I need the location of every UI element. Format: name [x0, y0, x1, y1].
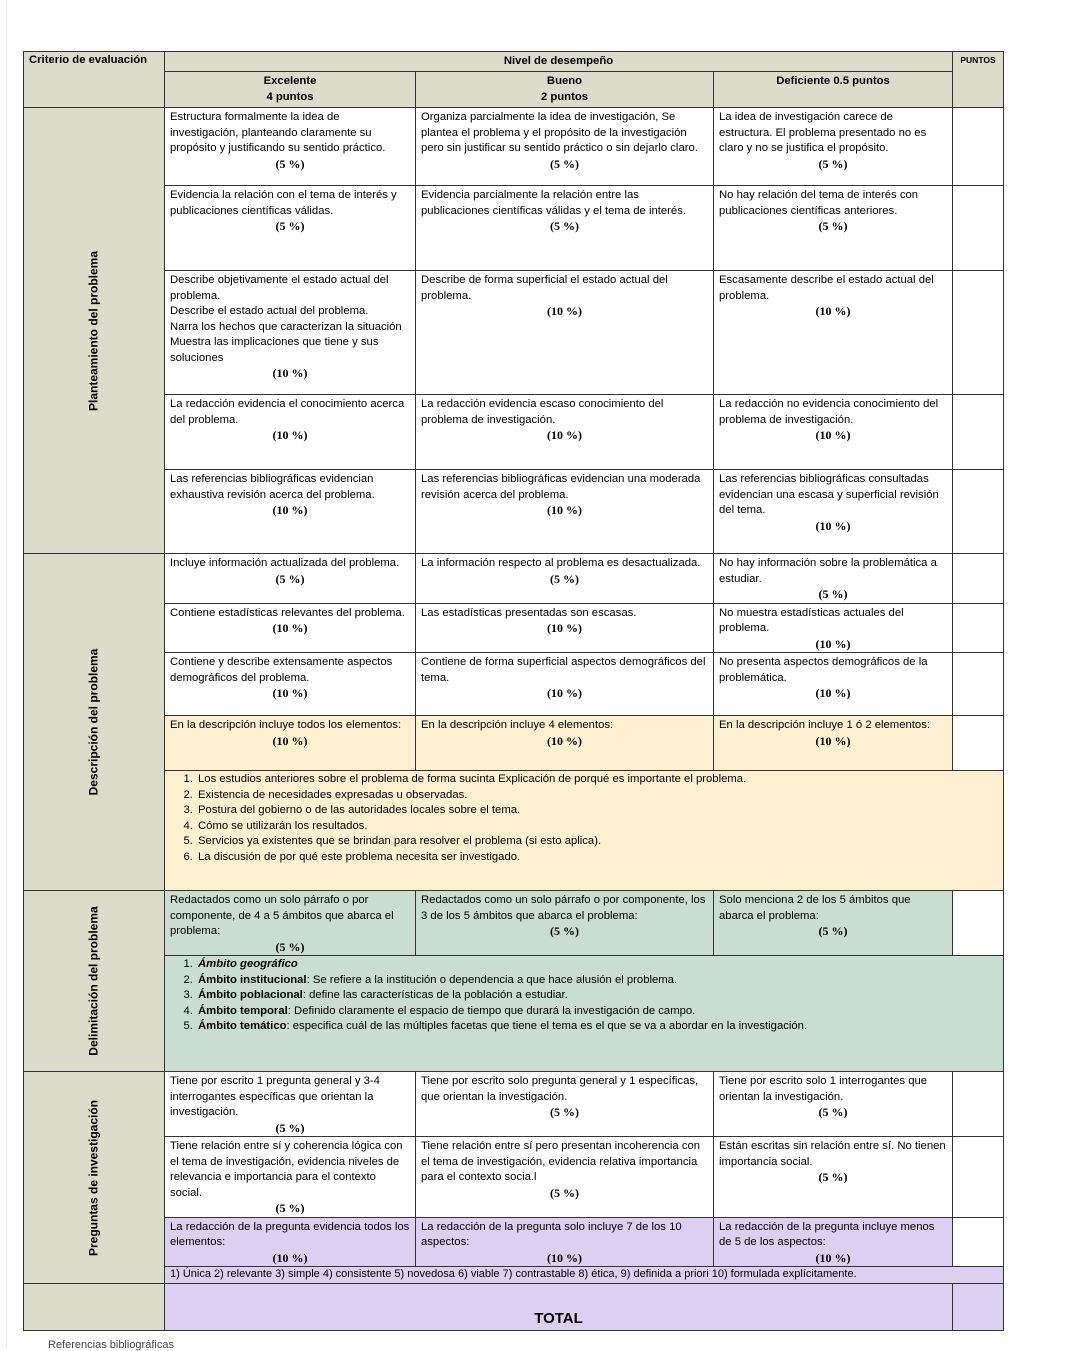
criterion-excelente: La redacción evidencia el conocimiento acerca del problema. (10 %)	[165, 395, 416, 470]
descripcion-row-3	[24, 653, 1004, 716]
planteamiento-row-2	[24, 186, 1004, 271]
ambitos-list	[165, 956, 1004, 1072]
header-bueno: Bueno 2 puntos	[416, 72, 714, 108]
criterion-excelente: En la descripción incluye todos los elementos: (10 %)	[165, 716, 416, 771]
points-cell[interactable]	[953, 1072, 1004, 1137]
criterion-excelente: La redacción de la pregunta evidencia todos los elementos: (10 %)	[165, 1217, 416, 1267]
points-cell[interactable]	[953, 186, 1004, 271]
list-item: 4. Ámbito temporal: Definido claramente el espacio de tiempo que durará la investigación de campo.	[196, 1004, 998, 1020]
criterion-deficiente: No hay información sobre la problemática a estudiar. (5 %)	[714, 554, 953, 604]
criterion-bueno: La redacción de la pregunta solo incluye 7 de los 10 aspectos: (10 %)	[416, 1217, 714, 1267]
page-edge	[6, 0, 7, 1347]
points-cell[interactable]	[953, 653, 1004, 716]
criterion-excelente: Incluye información actualizada del problema. (5 %)	[165, 554, 416, 604]
planteamiento-row-1	[24, 108, 1004, 186]
list-item: 2. Existencia de necesidades expresadas u observadas.	[196, 788, 998, 804]
criterion-bueno: Redactados como un solo párrafo o por componente, los 3 de los 5 ámbitos que abarca el problema: (5 %)	[416, 891, 714, 956]
list-item: 1. Los estudios anteriores sobre el problema de forma sucinta Explicación de porqué es importante el problema.	[196, 772, 998, 788]
list-item: 1. Ámbito geográfico	[196, 957, 998, 973]
list-item: 2. Ámbito institucional: Se refiere a la institución o dependencia a que hace alusión el problema.	[196, 973, 998, 989]
criterion-deficiente: Solo menciona 2 de los 5 ámbitos que abarca el problema: (5 %)	[714, 891, 953, 956]
criterion-excelente: Las referencias bibliográficas evidencian exhaustiva revisión acerca del problema. (10 %)	[165, 470, 416, 554]
rubric-table	[23, 51, 1004, 1331]
criterion-deficiente: No muestra estadísticas actuales del problema. (10 %)	[714, 603, 953, 653]
criterion-deficiente: No hay relación del tema de interés con publicaciones científicas anteriores. (5 %)	[714, 186, 953, 271]
criterion-deficiente: La idea de investigación carece de estructura. El problema presentado no es claro y no se justifica el propósito. (5 %)	[714, 108, 953, 186]
criterion-excelente: Redactados como un solo párrafo o por componente, de 4 a 5 ámbitos que abarca el problema: (5 %)	[165, 891, 416, 956]
descripcion-row-4	[24, 716, 1004, 771]
criterion-bueno: La redacción evidencia escaso conocimiento del problema de investigación. (10 %)	[416, 395, 714, 470]
criterion-bueno: Tiene por escrito solo pregunta general y 1 específicas, que orientan la investigación. (5 %)	[416, 1072, 714, 1137]
category-delimitacion: Delimitación del problema	[24, 891, 165, 1072]
criterion-excelente: Evidencia la relación con el tema de interés y publicaciones científicas válidas. (5 %)	[165, 186, 416, 271]
list-item: 3. Postura del gobierno o de las autoridades locales sobre el tema.	[196, 803, 998, 819]
criterion-excelente: Tiene por escrito 1 pregunta general y 3-4 interrogantes específicas que orientan la investigación. (5 %)	[165, 1072, 416, 1137]
category-preguntas: Preguntas de investigación	[24, 1072, 165, 1284]
criterion-excelente: Describe objetivamente el estado actual del problema. Describe el estado actual del problema. Narra los hechos que caracterizan la situación Muestra las implicaciones que tiene y sus soluciones (10 %)	[165, 271, 416, 395]
criterion-bueno: En la descripción incluye 4 elementos: (10 %)	[416, 716, 714, 771]
points-cell[interactable]	[953, 891, 1004, 956]
preguntas-aspects-row	[24, 1267, 1004, 1284]
preguntas-row-2	[24, 1137, 1004, 1218]
criterion-deficiente: Escasamente describe el estado actual del problema. (10 %)	[714, 271, 953, 395]
delimitacion-row-1	[24, 891, 1004, 956]
list-item: 5. Ámbito temático: especifica cuál de las múltiples facetas que tiene el tema es el que se va a abordar en la investigación.	[196, 1019, 998, 1035]
total-label: TOTAL	[165, 1284, 953, 1331]
footer-references: Referencias bibliográficas	[48, 1339, 174, 1351]
preguntas-row-1	[24, 1072, 1004, 1137]
header-puntos: PUNTOS	[953, 52, 1004, 108]
descripcion-row-1	[24, 554, 1004, 604]
criterion-excelente: Tiene relación entre sí y coherencia lógica con el tema de investigación, evidencia niveles de relevancia e importancia para el contexto social. (5 %)	[165, 1137, 416, 1218]
criterion-bueno: La información respecto al problema es desactualizada. (5 %)	[416, 554, 714, 604]
list-item: 6. La discusión de por qué este problema necesita ser investigado.	[196, 850, 998, 866]
criterion-deficiente: La redacción de la pregunta incluye menos de 5 de los aspectos: (10 %)	[714, 1217, 953, 1267]
criterion-bueno: Organiza parcialmente la idea de investigación, Se plantea el problema y el propósito de la investigación pero sin justificar su sentido práctico o sin dejarlo claro. (5 %)	[416, 108, 714, 186]
criterion-deficiente: No presenta aspectos demográficos de la problemática. (10 %)	[714, 653, 953, 716]
planteamiento-row-3	[24, 271, 1004, 395]
category-descripcion: Descripción del problema	[24, 554, 165, 891]
points-cell[interactable]	[953, 1217, 1004, 1267]
total-points-cell[interactable]	[953, 1284, 1004, 1331]
list-item: 5. Servicios ya existentes que se brindan para resolver el problema (si esto aplica).	[196, 834, 998, 850]
points-cell[interactable]	[953, 554, 1004, 604]
criterion-excelente: Estructura formalmente la idea de investigación, planteando claramente su propósito y justificando su sentido práctico. (5 %)	[165, 108, 416, 186]
points-cell[interactable]	[953, 470, 1004, 554]
total-label-blank	[24, 1284, 165, 1331]
planteamiento-row-4	[24, 395, 1004, 470]
criterion-excelente: Contiene y describe extensamente aspectos demográficos del problema. (10 %)	[165, 653, 416, 716]
points-cell[interactable]	[953, 716, 1004, 771]
delimitacion-ambitos-row	[24, 956, 1004, 1072]
criterion-deficiente: Las referencias bibliográficas consultadas evidencian una escasa y superficial revisión del tema. (10 %)	[714, 470, 953, 554]
criterion-bueno: Las estadísticas presentadas son escasas. (10 %)	[416, 603, 714, 653]
points-cell[interactable]	[953, 271, 1004, 395]
header-excelente: Excelente 4 puntos	[165, 72, 416, 108]
points-cell[interactable]	[953, 108, 1004, 186]
category-planteamiento: Planteamiento del problema	[24, 108, 165, 554]
description-elements	[165, 771, 1004, 891]
preguntas-row-3	[24, 1217, 1004, 1267]
planteamiento-row-5	[24, 470, 1004, 554]
header-criterio: Criterio de evaluación	[24, 52, 165, 108]
criterion-deficiente: Tiene por escrito solo 1 interrogantes que orientan la investigación. (5 %)	[714, 1072, 953, 1137]
total-row	[24, 1284, 1004, 1331]
header-nivel: Nivel de desempeño	[165, 52, 953, 72]
header-deficiente: Deficiente 0.5 puntos	[714, 72, 953, 108]
criterion-bueno: Tiene relación entre sí pero presentan incoherencia con el tema de investigación, evidencia relativa importancia para el contexto socia.l (5 %)	[416, 1137, 714, 1218]
criterion-deficiente: La redacción no evidencia conocimiento del problema de investigación. (10 %)	[714, 395, 953, 470]
criterion-deficiente: En la descripción incluye 1 ó 2 elementos: (10 %)	[714, 716, 953, 771]
list-item: 3. Ámbito poblacional: define las características de la población a estudiar.	[196, 988, 998, 1004]
criterion-bueno: Describe de forma superficial el estado actual del problema. (10 %)	[416, 271, 714, 395]
points-cell[interactable]	[953, 1137, 1004, 1218]
list-item: 4. Cómo se utilizarán los resultados.	[196, 819, 998, 835]
question-aspects: 1) Única 2) relevante 3) simple 4) consistente 5) novedosa 6) viable 7) contrastable 8) ética, 9) definida a priori 10) formulada explícitamente.	[165, 1267, 1004, 1284]
criterion-deficiente: Están escritas sin relación entre sí. No tienen importancia social. (5 %)	[714, 1137, 953, 1218]
criterion-bueno: Evidencia parcialmente la relación entre las publicaciones científicas válidas y el tema de interés. (5 %)	[416, 186, 714, 271]
descripcion-row-2	[24, 603, 1004, 653]
criterion-excelente: Contiene estadísticas relevantes del problema. (10 %)	[165, 603, 416, 653]
criterion-bueno: Las referencias bibliográficas evidencian una moderada revisión acerca del problema. (10 %)	[416, 470, 714, 554]
descripcion-elements-row	[24, 771, 1004, 891]
points-cell[interactable]	[953, 603, 1004, 653]
points-cell[interactable]	[953, 395, 1004, 470]
criterion-bueno: Contiene de forma superficial aspectos demográficos del tema. (10 %)	[416, 653, 714, 716]
